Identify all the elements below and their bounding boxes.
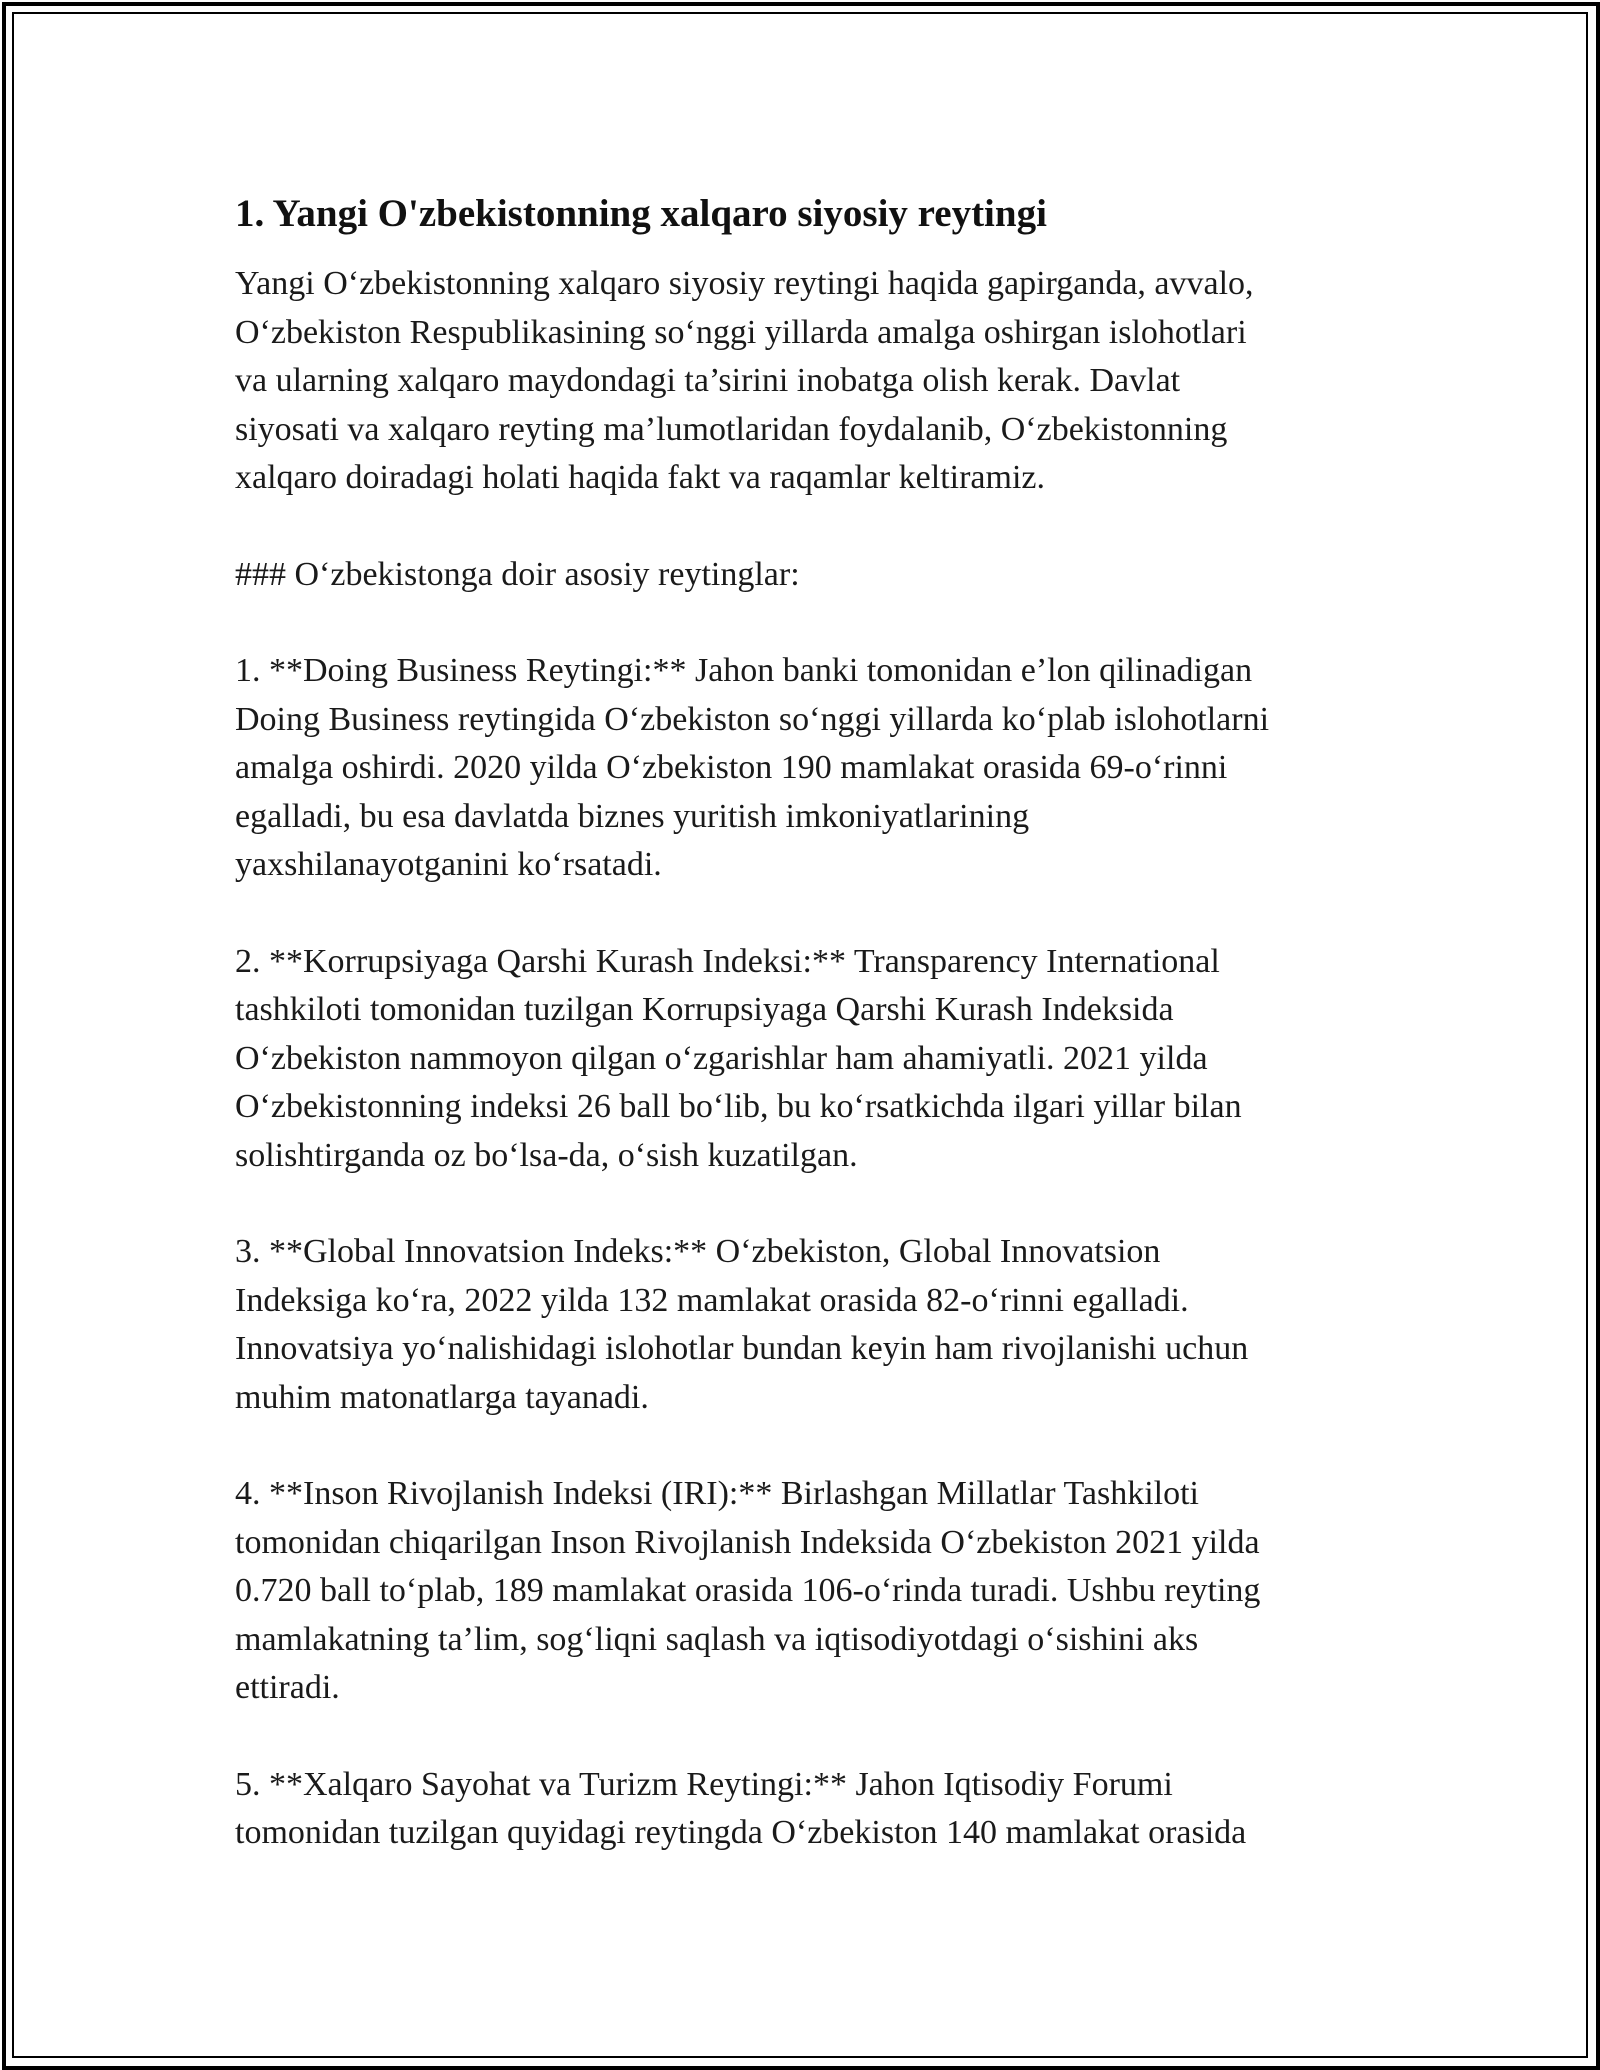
text-line: Yangi O‘zbekistonning xalqaro siyosiy reytingi haqida gapirganda, avvalo, (235, 265, 1254, 302)
list-item-tourism-rating (235, 1761, 1375, 1858)
text-line: yaxshilanayotganini ko‘rsatadi. (235, 846, 662, 883)
list-item-doing-business (235, 647, 1375, 890)
text-line: 0.720 ball to‘plab, 189 mamlakat orasida 106-o‘rinda turadi. Ushbu reyting (235, 1572, 1261, 1609)
document-title: 1. Yangi O'zbekistonning xalqaro siyosiy reytingi (235, 192, 1047, 235)
text-line: tomonidan chiqarilgan Inson Rivojlanish Indeksida O‘zbekiston 2021 yilda (235, 1523, 1260, 1561)
text-line: O‘zbekistonning indeksi 26 ball bo‘lib, bu ko‘rsatkichda ilgari yillar bilan (235, 1088, 1242, 1125)
text-line: egalladi, bu esa davlatda biznes yuritish imkoniyatlarining (235, 797, 1030, 835)
text-line: tashkiloti tomonidan tuzilgan Korrupsiyaga Qarshi Kurash Indeksida (235, 991, 1174, 1028)
text-line: 5. **Xalqaro Sayohat va Turizm Reytingi:** Jahon Iqtisodiy Forumi (235, 1765, 1173, 1803)
text-line: 4. **Inson Rivojlanish Indeksi (IRI):** Birlashgan Millatlar Tashkiloti (235, 1475, 1200, 1512)
text-line: 3. **Global Innovatsion Indeks:** O‘zbekiston, Global Innovatsion (235, 1233, 1161, 1270)
text-line: ### O‘zbekistonga doir asosiy reytinglar: (235, 555, 800, 593)
text-line: 1. **Doing Business Reytingi:** Jahon banki tomonidan e’lon qilinadigan (235, 652, 1253, 689)
text-line: xalqaro doiradagi holati haqida fakt va raqamlar keltiramiz. (235, 459, 1045, 496)
text-line: muhim matonatlarga tayanadi. (235, 1378, 649, 1416)
text-line: tomonidan tuzilgan quyidagi reytingda O‘zbekiston 140 mamlakat orasida (235, 1814, 1247, 1851)
list-item-corruption-index (235, 938, 1375, 1181)
text-line: 2. **Korrupsiyaga Qarshi Kurash Indeksi:** Transparency International (235, 942, 1220, 980)
text-line: O‘zbekiston Respublikasining so‘nggi yillarda amalga oshirgan islohotlari (235, 313, 1247, 351)
text-line: solishtirganda oz bo‘lsa-da, o‘sish kuzatilgan. (235, 1136, 858, 1174)
list-item-human-development-index (235, 1470, 1375, 1713)
intro-paragraph (235, 260, 1375, 503)
text-line: Indeksiga ko‘ra, 2022 yilda 132 mamlakat orasida 82-o‘rinni egalladi. (235, 1281, 1189, 1319)
text-line: siyosati va xalqaro reyting ma’lumotlaridan foydalanib, O‘zbekistonning (235, 410, 1228, 448)
text-line: amalga oshirdi. 2020 yilda O‘zbekiston 190 mamlakat orasida 69-o‘rinni (235, 749, 1228, 786)
text-line: O‘zbekiston nammoyon qilgan o‘zgarishlar ham ahamiyatli. 2021 yilda (235, 1039, 1208, 1077)
text-line: va ularning xalqaro maydondagi ta’sirini inobatga olish kerak. Davlat (235, 362, 1181, 399)
text-line: mamlakatning ta’lim, sog‘liqni saqlash va iqtisodiyotdagi o‘sishini aks (235, 1620, 1199, 1658)
text-line: ettiradi. (235, 1669, 340, 1706)
document-body (235, 188, 1375, 1906)
text-line: Innovatsiya yo‘nalishidagi islohotlar bundan keyin ham rivojlanishi uchun (235, 1330, 1249, 1367)
section-heading-paragraph (235, 551, 1375, 600)
text-line: Doing Business reytingida O‘zbekiston so‘nggi yillarda ko‘plab islohotlarni (235, 700, 1270, 738)
list-item-innovation-index (235, 1228, 1375, 1422)
